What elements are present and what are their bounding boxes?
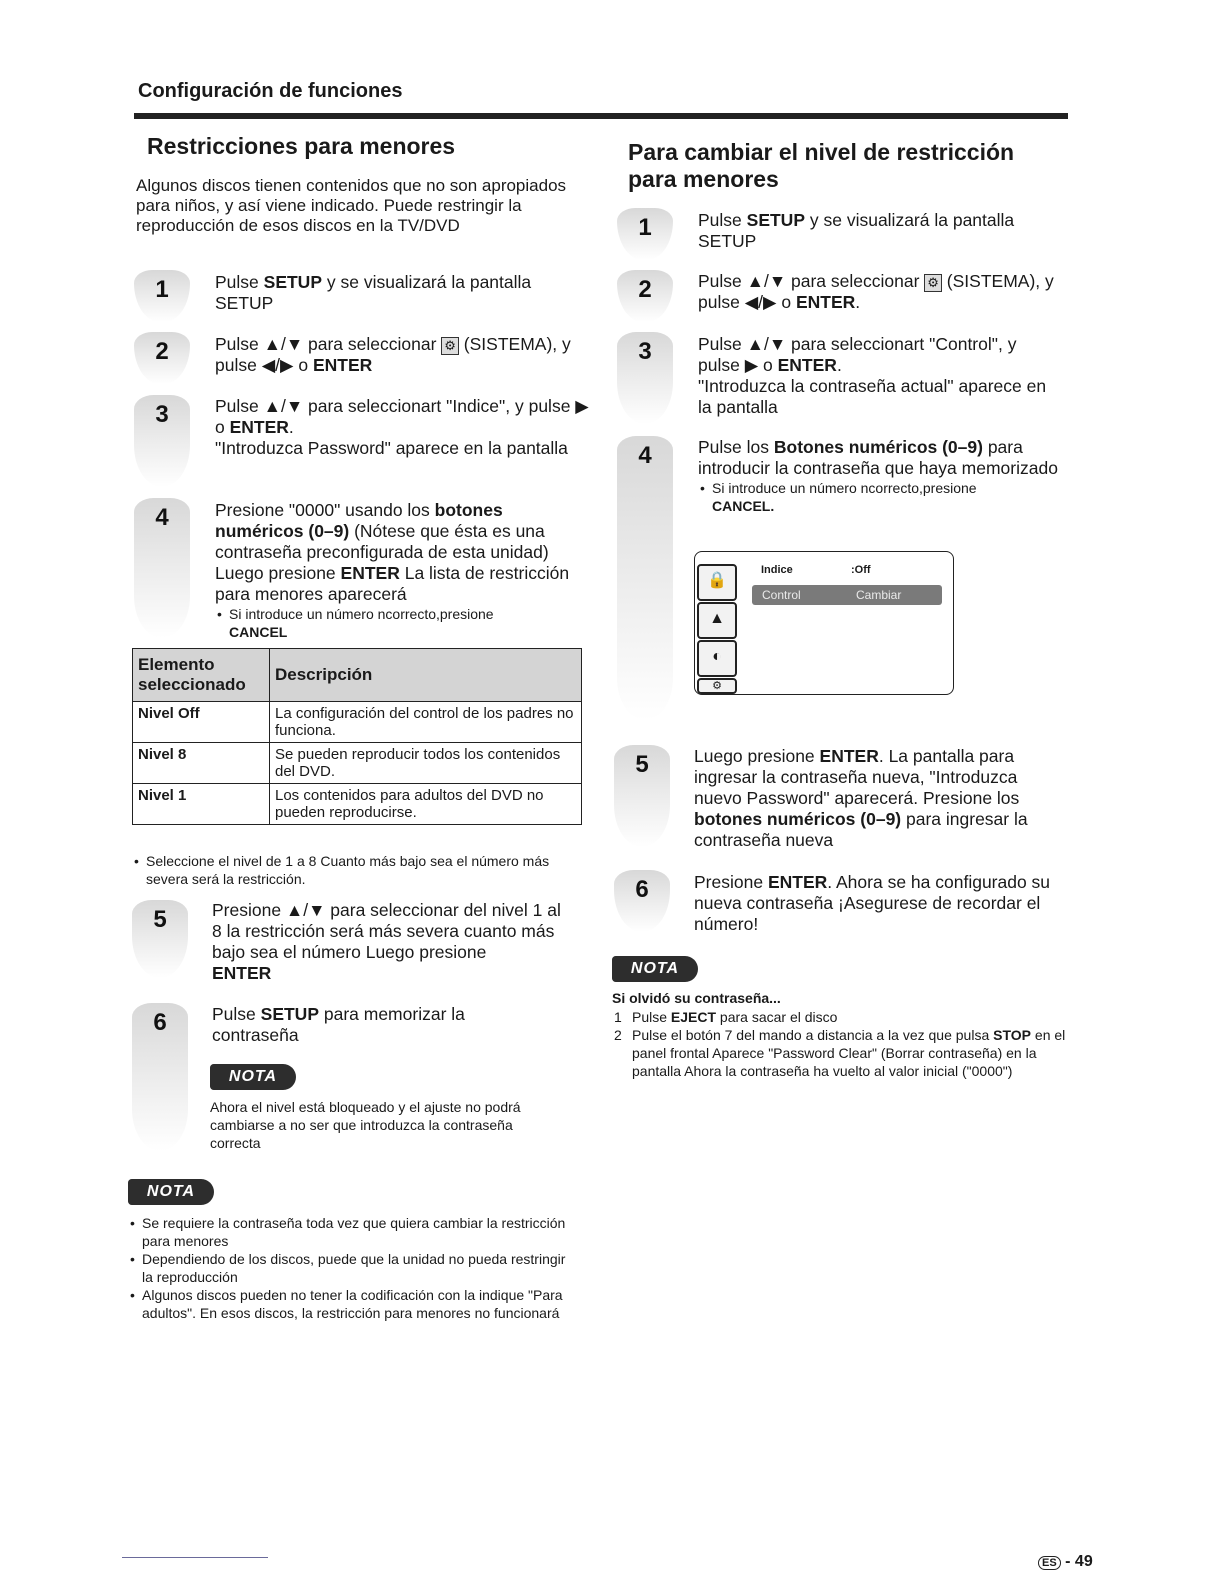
system-icon: ⚙ (924, 274, 942, 292)
table-row (133, 702, 582, 743)
osd-row1-value: :Off (851, 564, 871, 576)
parental-icon: 🔒 (697, 564, 737, 601)
left-title: Restricciones para menores (147, 133, 456, 159)
step-number: 1 (638, 214, 652, 241)
right-step-4-text: Pulse los Botones numéricos (0–9) para introducir la contraseña que haya memorizado • Si introduce un número ncorrecto,presione CANCEL. (698, 437, 1058, 515)
list-item: 2 Pulse el botón 7 del mando a distancia a la vez que pulsa STOP en el panel frontal Aparece "Password Clear" (Borrar contraseña) en la pantalla Ahora la contraseña ha vuelto al valor inicial ("0000") (614, 1027, 1066, 1079)
nota-badge: NOTA (128, 1179, 214, 1205)
step-badge (617, 208, 673, 260)
right-step-6-text: Presione ENTER. Ahora se ha configurado su nueva contraseña ¡Asegurese de recordar el número! (694, 872, 1051, 934)
step-badge (132, 900, 188, 978)
step-badge (617, 270, 673, 322)
picture-icon: ▲ (697, 602, 737, 639)
right-step-1-text: Pulse SETUP y se visualizará la pantalla SETUP (698, 210, 1015, 251)
left-step-3-text: Pulse ▲/▼ para seleccionart "Indice", y pulse ▶ o ENTER. "Introduzca Password" aparece en la pantalla (215, 396, 589, 458)
left-step-2-text: Pulse ▲/▼ para seleccionar ⚙ (SISTEMA), y pulse ◀/▶ o ENTER (215, 334, 571, 375)
nota-badge: NOTA (210, 1064, 296, 1090)
note-item: • Se requiere la contraseña toda vez que quiera cambiar la restricción para menores (128, 1214, 578, 1250)
bottom-notes (128, 1214, 578, 1322)
nota-badge: NOTA (612, 956, 698, 982)
note-item: • Algunos discos pueden no tener la codificación con la indique "Para adultos". En esos discos, la restricción para menores no funcionará (128, 1286, 578, 1322)
table-cell: Nivel 1 (133, 784, 270, 825)
table-cell: Nivel 8 (133, 743, 270, 784)
table-row (133, 784, 582, 825)
language-badge: ES (1038, 1556, 1061, 1570)
section-header: Configuración de funciones (138, 80, 403, 102)
system-icon: ⚙ (697, 678, 737, 694)
step-badge (134, 395, 190, 487)
list-item: 1 Pulse EJECT para sacar el disco (614, 1009, 838, 1025)
step-number: 4 (155, 504, 169, 531)
footer-rule (122, 1557, 268, 1558)
osd-row2-value: Cambiar (856, 588, 902, 602)
step-number: 1 (155, 276, 169, 303)
step-number: 4 (638, 442, 652, 469)
left-step-6-text: Pulse SETUP para memorizar la contraseña (212, 1004, 465, 1045)
right-step-4-note: • Si introduce un número ncorrecto,presione CANCEL. (698, 479, 1058, 515)
step-number: 5 (153, 906, 167, 933)
step-badge (617, 332, 673, 424)
step-number: 6 (635, 876, 649, 903)
right-step-3-text: Pulse ▲/▼ para seleccionart "Control", y pulse ▶ o ENTER. "Introduzca la contraseña actual" aparece en la pantalla (698, 334, 1047, 417)
table-row (133, 743, 582, 784)
step-number: 3 (155, 401, 169, 428)
step-number: 5 (635, 751, 649, 778)
audio-icon: ◐ (697, 640, 737, 677)
table-note: • Seleccione el nivel de 1 a 8 Cuanto más bajo sea el número más severa será la restricción. (132, 852, 576, 888)
parental-level-table (132, 648, 582, 825)
step-badge (134, 332, 190, 384)
step-badge (614, 870, 670, 932)
osd-row2-label: Control (762, 588, 801, 602)
right-title: Para cambiar el nivel de restricción para menores (628, 139, 1015, 192)
forgot-password-title: Si olvidó su contraseña... (612, 990, 781, 1006)
table-header-cell: Elemento seleccionado (133, 649, 270, 702)
left-intro: Algunos discos tienen contenidos que no son apropiados para niños, y así viene indicado. Puede restringir la reproducción de esos discos en la TV/DVD (136, 176, 567, 235)
right-step-2-text: Pulse ▲/▼ para seleccionar ⚙ (SISTEMA), y pulse ◀/▶ o ENTER. (698, 271, 1054, 312)
step-number: 3 (638, 338, 652, 365)
step-number: 2 (155, 338, 169, 365)
setup-screen (694, 551, 954, 695)
step-number: 2 (638, 276, 652, 303)
table-cell: Se pueden reproducir todos los contenidos del DVD. (270, 743, 582, 784)
step-badge (617, 436, 673, 720)
osd-row1-label: Indice (761, 564, 793, 576)
step-6-note: Ahora el nivel está bloqueado y el ajuste no podrá cambiarse a no ser que introduzca la contraseña correcta (210, 1099, 521, 1151)
table-cell: La configuración del control de los padres no funciona. (270, 702, 582, 743)
step-badge (132, 1003, 188, 1151)
left-step-5-text: Presione ▲/▼ para seleccionar del nivel 1 al 8 la restricción será más severa cuanto más bajo sea el número Luego presione ENTER (212, 900, 561, 983)
page-number: ES - 49 (1038, 1553, 1093, 1571)
table-header-row (133, 649, 582, 702)
step-badge (134, 498, 190, 638)
system-icon: ⚙ (441, 337, 459, 355)
left-step-4-note: • Si introduce un número ncorrecto,presione CANCEL (215, 605, 585, 641)
table-header-cell: Descripción (270, 649, 582, 702)
table-cell: Nivel Off (133, 702, 270, 743)
table-cell: Los contenidos para adultos del DVD no pueden reproducirse. (270, 784, 582, 825)
right-step-5-text: Luego presione ENTER. La pantalla para ingresar la contraseña nueva, "Introduzca nuevo Password" aparecerá. Presione los botones numéricos (0–9) para ingresar la contraseña nueva (694, 746, 1028, 850)
note-item: • Dependiendo de los discos, puede que la unidad no pueda restringir la reproducción (128, 1250, 578, 1286)
left-step-4-text: Presione "0000" usando los botones numéricos (0–9) (Nótese que ésta es una contraseña preconfigurada de esta unidad) Luego presione ENTER La lista de restricción para menores aparecerá • Si introduce un número ncorrecto,presione CANCEL (215, 500, 585, 641)
left-step-1-text: Pulse SETUP y se visualizará la pantalla SETUP (215, 272, 532, 313)
step-number: 6 (153, 1009, 167, 1036)
step-badge (614, 745, 670, 847)
forgot-password-list (612, 1008, 1067, 1080)
header-rule (134, 113, 1068, 119)
step-badge (134, 270, 190, 322)
osd-selected-row (752, 585, 942, 605)
